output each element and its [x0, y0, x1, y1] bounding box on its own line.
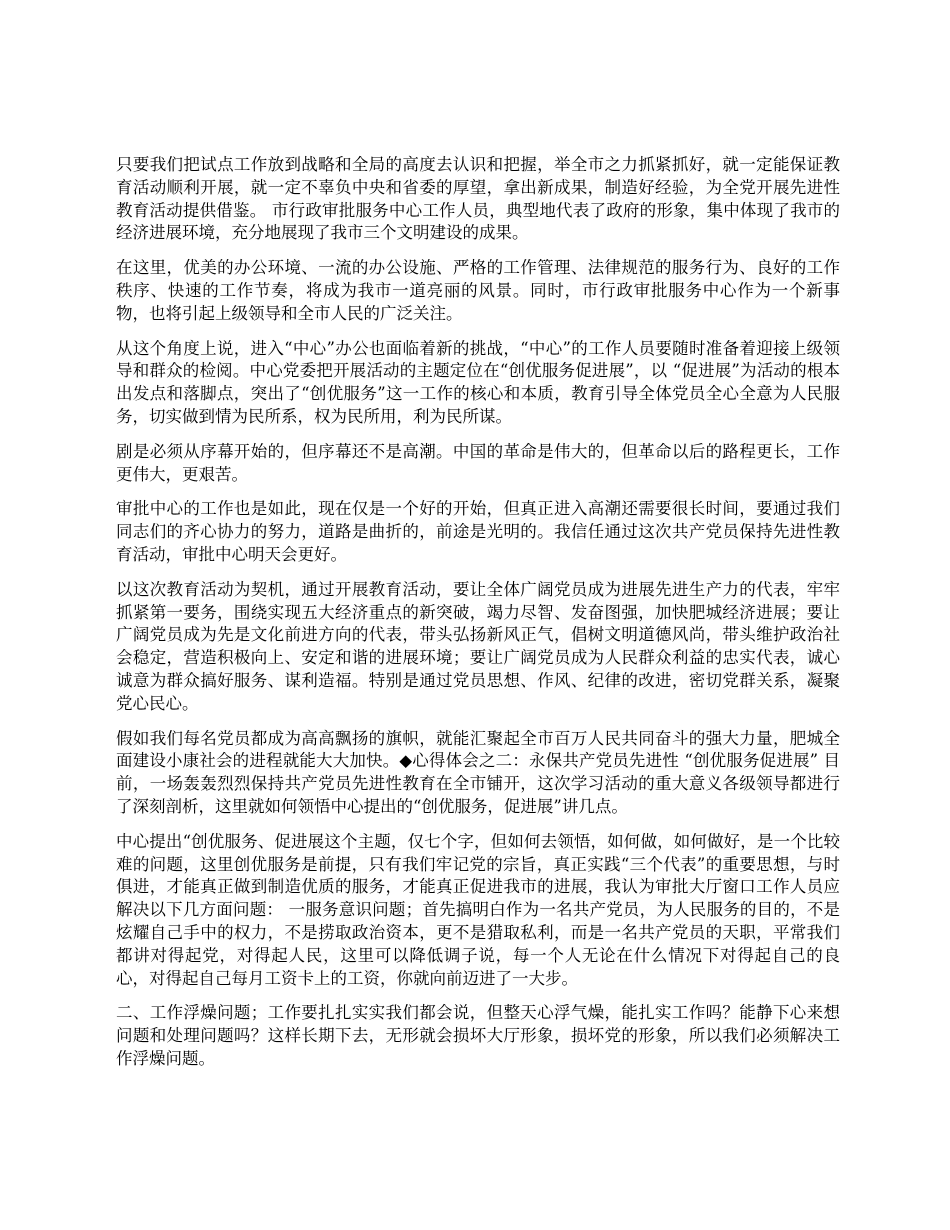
paragraph-6: 以这次教育活动为契机，通过开展教育活动，要让全体广阔党员成为进展先进生产力的代表，牢牢抓紧第一要务，围绕实现五大经济重点的新突破，竭力尽智、发奋图强，加快肥城经济进展；要让广阔党员成为先是文化前进方向的代表，带头弘扬新风正气，倡树文明道德风尚，带头维护政治社会稳定，营造积极向上、安定和谐的进展环境；要让广阔党员成为人民群众利益的忠实代表，诚心诚意为群众搞好服务、谋利造福。特别是通过党员思想、作风、纪律的改进，密切党群关系，凝聚党心民心。	[116, 579, 840, 713]
paragraph-8: 中心提出“创优服务、促进展这个主题，仅七个字，但如何去领悟，如何做，如何做好，是一个比较难的问题，这里创优服务是前提，只有我们牢记党的宗旨，真正实践“三个代表”的重要思想，与时俱进，才能真正做到制造优质的服务，才能真正促进我市的进展，我认为审批大厅窗口工作人员应解决以下几方面问题： 一服务意识问题；首先搞明白作为一名共产党员，为人民服务的目的，不是炫耀自己手中的权力，不是捞取政治资本，更不是猎取私利，而是一名共产党员的天职，平常我们都讲对得起党，对得起人民，这里可以降低调子说，每一个人无论在什么情况下对得起自己的良心，对得起自己每月工资卡上的工资，你就向前迈进了一大步。	[116, 831, 840, 988]
document-body	[116, 154, 840, 1083]
paragraph-4: 剧是必须从序幕开始的，但序幕还不是高潮。中国的革命是伟大的，但革命以后的路程更长，工作更伟大，更艰苦。	[116, 441, 840, 484]
paragraph-3: 从这个角度上说，进入“中心”办公也面临着新的挑战，“中心”的工作人员要随时准备着迎接上级领导和群众的检阅。中心党委把开展活动的主题定位在“创优服务促进展”，以 “促进展”为活动的根本出发点和落脚点，突出了“创优服务”这一工作的核心和本质，教育引导全体党员全心全意为人民服务，切实做到情为民所系，权为民所用，利为民所谋。	[116, 338, 840, 426]
paragraph-2: 在这里，优美的办公环境、一流的办公设施、严格的工作管理、法律规范的服务行为、良好的工作秩序、快速的工作节奏，将成为我市一道亮丽的风景。同时，市行政审批服务中心作为一个新事物，也将引起上级领导和全市人民的广泛关注。	[116, 258, 840, 323]
paragraph-5: 审批中心的工作也是如此，现在仅是一个好的开始，但真正进入高潮还需要很长时间，要通过我们同志们的齐心协力的努力，道路是曲折的，前途是光明的。我信任通过这次共产党员保持先进性教育活动，审批中心明天会更好。	[116, 499, 840, 564]
paragraph-7: 假如我们每名党员都成为高高飘扬的旗帜，就能汇聚起全市百万人民共同奋斗的强大力量，肥城全面建设小康社会的进程就能大大加快。◆心得体会之二：永保共产党员先进性 “创优服务促进展” 目前，一场轰轰烈烈保持共产党员先进性教育在全市铺开，这次学习活动的重大意义各级领导都进行了深刻剖析，这里就如何领悟中心提出的“创优服务，促进展”讲几点。	[116, 728, 840, 816]
paragraph-1: 只要我们把试点工作放到战略和全局的高度去认识和把握，举全市之力抓紧抓好，就一定能保证教育活动顺利开展，就一定不辜负中央和省委的厚望，拿出新成果，制造好经验，为全党开展先进性教育活动提供借鉴。 市行政审批服务中心工作人员，典型地代表了政府的形象，集中体现了我市的经济进展环境，充分地展现了我市三个文明建设的成果。	[116, 155, 840, 243]
paragraph-9: 二、工作浮燥问题；工作要扎扎实实我们都会说，但整天心浮气燥，能扎实工作吗？能静下心来想问题和处理问题吗？这样长期下去，无形就会损坏大厅形象，损坏党的形象，所以我们必须解决工作浮燥问题。	[116, 1003, 840, 1068]
